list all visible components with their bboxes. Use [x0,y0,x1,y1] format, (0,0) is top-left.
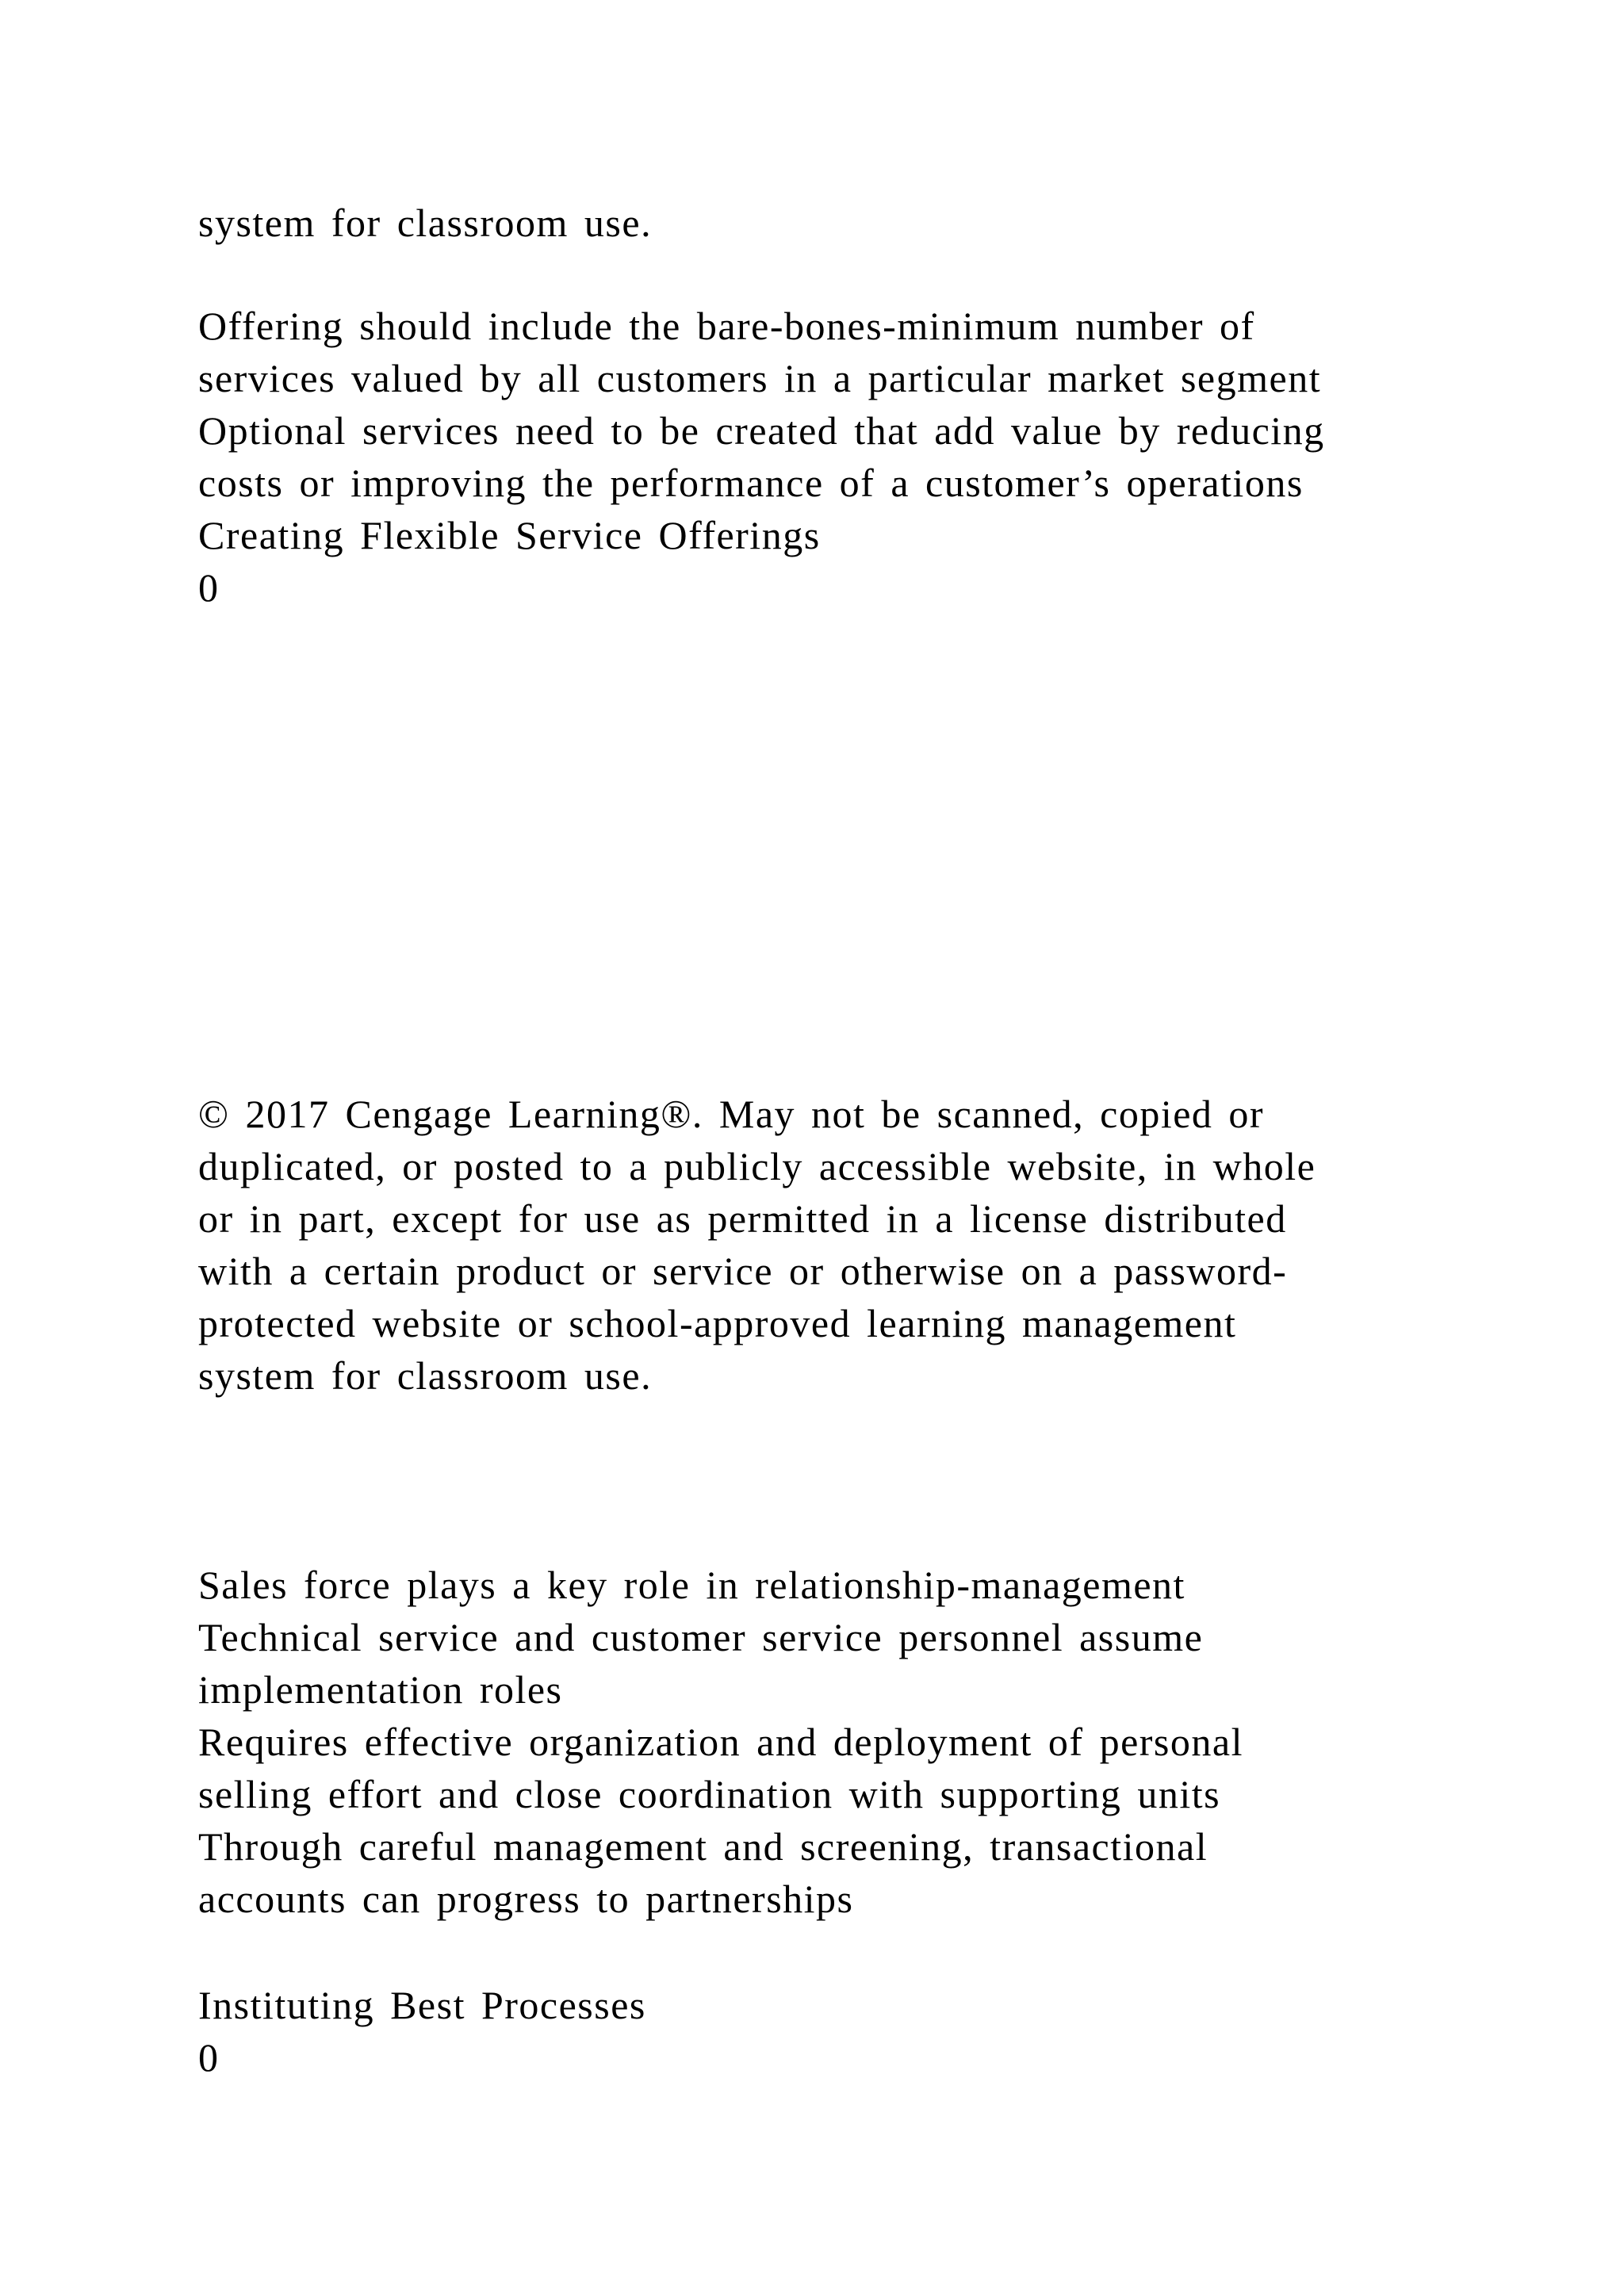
copyright-notice-line: protected website or school-approved learning management [198,1301,1237,1345]
slide-title: Creating Flexible Service Offerings [198,513,821,557]
text-line: selling effort and close coordination with supporting units [198,1772,1221,1816]
copyright-notice-line: or in part, except for use as permitted in a license distributed [198,1196,1287,1241]
copyright-notice-line: duplicated, or posted to a publicly accessible website, in whole [198,1144,1316,1188]
text-line: Optional services need to be created that add value by reducing [198,408,1325,453]
text-line: Through careful management and screening, transactional [198,1824,1208,1869]
slide-number: 0 [198,565,220,610]
slide-number: 0 [198,2035,220,2080]
slide-title: Instituting Best Processes [198,1983,646,2027]
text-line: services valued by all customers in a particular market segment [198,356,1322,400]
text-line: Sales force plays a key role in relationship-management [198,1563,1185,1607]
text-line: Technical service and customer service personnel assume [198,1615,1204,1659]
text-line: costs or improving the performance of a customer’s operations [198,461,1304,505]
text-line: system for classroom use. [198,201,653,245]
text-line: Requires effective organization and deployment of personal [198,1720,1243,1764]
text-line: accounts can progress to partnerships [198,1877,854,1921]
text-line: Offering should include the bare-bones-minimum number of [198,304,1255,348]
text-line: implementation roles [198,1667,563,1712]
copyright-notice-line: © 2017 Cengage Learning®. May not be scanned, copied or [198,1092,1265,1136]
copyright-notice-line: system for classroom use. [198,1353,653,1398]
copyright-notice-line: with a certain product or service or otherwise on a password- [198,1249,1288,1293]
